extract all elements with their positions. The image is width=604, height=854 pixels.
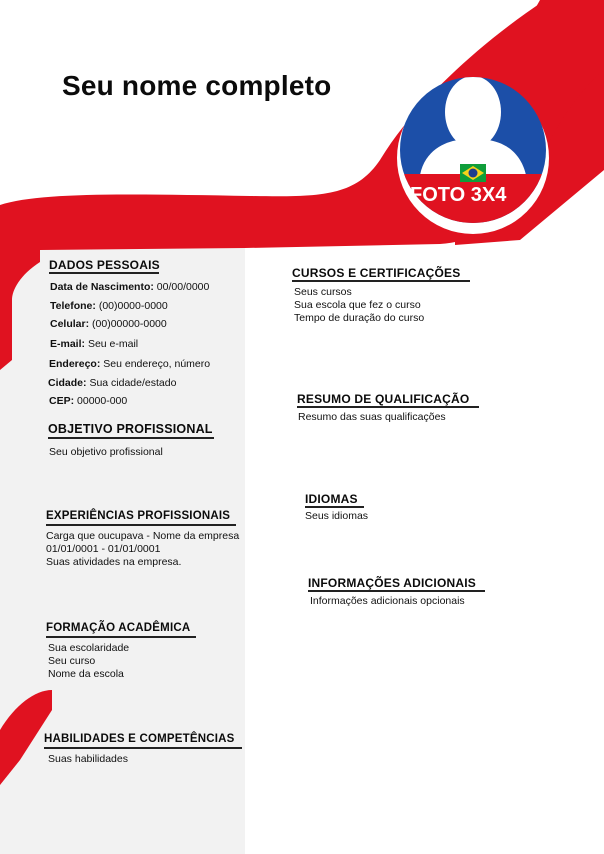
experiencia-line: 01/01/0001 - 01/01/0001 bbox=[46, 543, 161, 555]
field-data-nascimento: Data de Nascimento: 00/00/0000 bbox=[50, 281, 210, 293]
curso-line: Seus cursos bbox=[294, 286, 352, 298]
experiencias-underline bbox=[46, 524, 236, 526]
habilidades-text: Suas habilidades bbox=[48, 753, 128, 765]
field-telefone: Telefone: (00)0000-0000 bbox=[50, 300, 168, 312]
objetivo-title: OBJETIVO PROFISSIONAL bbox=[48, 422, 213, 436]
idiomas-underline bbox=[305, 506, 364, 508]
full-name: Seu nome completo bbox=[62, 70, 332, 101]
objetivo-underline bbox=[48, 437, 214, 439]
formacao-line: Seu curso bbox=[48, 655, 96, 667]
informacoes-text: Informações adicionais opcionais bbox=[310, 595, 465, 607]
informacoes-title: INFORMAÇÕES ADICIONAIS bbox=[308, 576, 476, 590]
experiencias-title: EXPERIÊNCIAS PROFISSIONAIS bbox=[46, 510, 231, 522]
field-cidade: Cidade: Sua cidade/estado bbox=[48, 377, 177, 389]
curso-line: Tempo de duração do curso bbox=[294, 312, 425, 324]
person-silhouette-icon bbox=[445, 76, 501, 148]
field-celular: Celular: (00)00000-0000 bbox=[50, 318, 167, 330]
curso-line: Sua escola que fez o curso bbox=[294, 299, 421, 311]
brazil-flag-icon bbox=[460, 164, 486, 182]
experiencia-line: Carga que oucupava - Nome da empresa bbox=[46, 530, 240, 542]
objetivo-text: Seu objetivo profissional bbox=[49, 446, 163, 458]
idiomas-title: IDIOMAS bbox=[305, 492, 358, 506]
photo-label: FOTO 3X4 bbox=[410, 184, 507, 206]
cursos-title: CURSOS E CERTIFICAÇÕES bbox=[292, 266, 461, 280]
field-endereco: Endereço: Seu endereço, número bbox=[49, 358, 211, 370]
formacao-title: FORMAÇÃO ACADÊMICA bbox=[46, 622, 191, 634]
formacao-line: Sua escolaridade bbox=[48, 642, 130, 654]
dados-pessoais-title: DADOS PESSOAIS bbox=[49, 258, 160, 272]
idiomas-text: Seus idiomas bbox=[305, 510, 369, 522]
dados-pessoais-underline bbox=[49, 272, 159, 274]
formacao-underline bbox=[46, 636, 196, 638]
cursos-underline bbox=[292, 280, 470, 282]
habilidades-underline bbox=[44, 747, 242, 749]
field-cep: CEP: 00000-000 bbox=[49, 395, 128, 407]
field-email: E-mail: Seu e-mail bbox=[50, 338, 139, 350]
resumo-text: Resumo das suas qualificações bbox=[298, 411, 446, 423]
formacao-line: Nome da escola bbox=[48, 668, 124, 680]
informacoes-underline bbox=[308, 590, 485, 592]
habilidades-title: HABILIDADES E COMPETÊNCIAS bbox=[44, 733, 235, 745]
resumo-title: RESUMO DE QUALIFICAÇÃO bbox=[297, 392, 470, 406]
experiencia-line: Suas atividades na empresa. bbox=[46, 556, 182, 568]
resumo-underline bbox=[297, 406, 479, 408]
